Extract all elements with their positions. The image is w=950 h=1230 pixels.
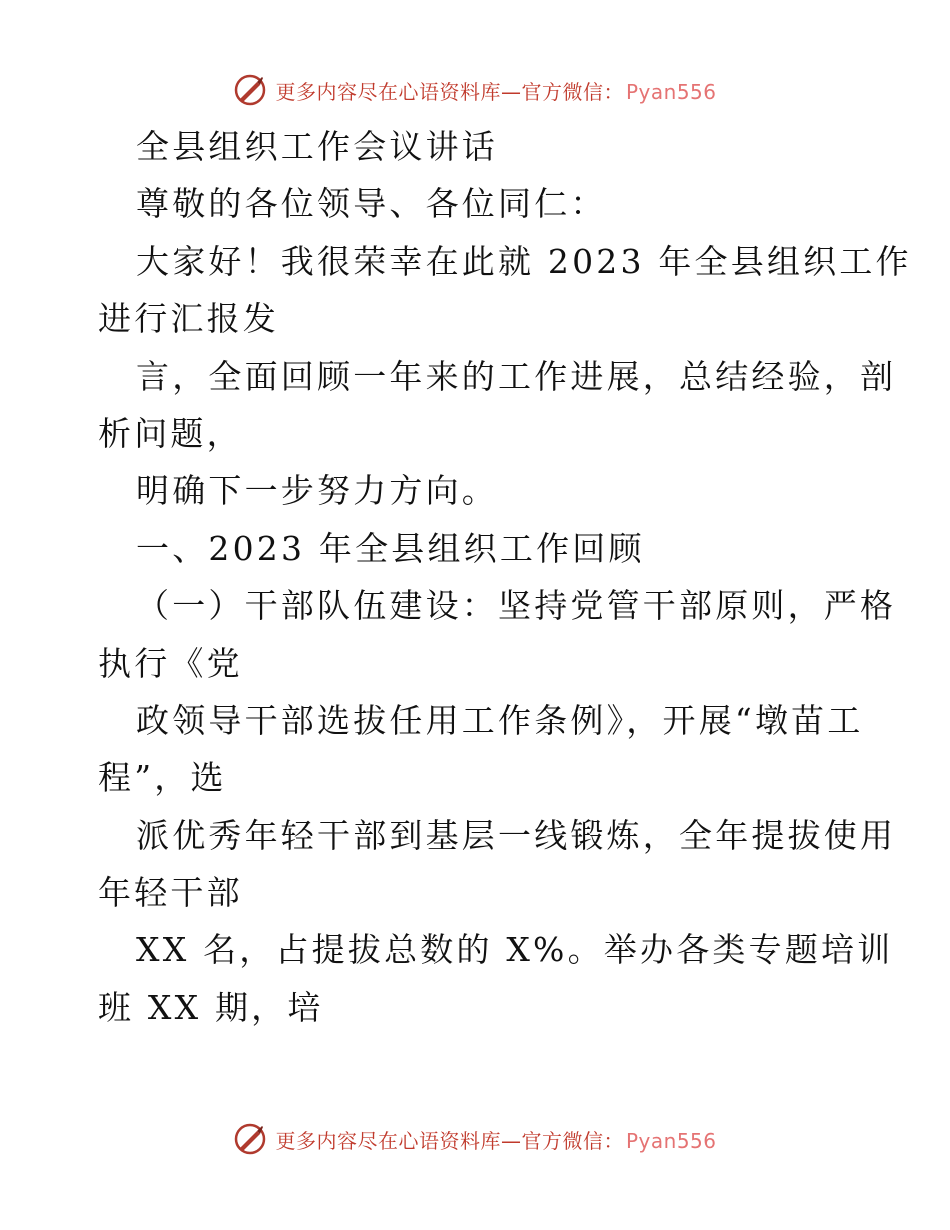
text-line: 析问题，: [98, 413, 243, 453]
text-line: 班 XX 期，培: [98, 987, 324, 1027]
text-line: 尊敬的各位领导、各位同仁：: [136, 184, 607, 224]
text-line: 一、2023 年全县组织工作回顾: [136, 528, 645, 568]
quill-logo-icon: [233, 1122, 267, 1156]
text-line: 明确下一步努力方向。: [136, 471, 498, 511]
watermark-text: 更多内容尽在心语资料库—官方微信： Pyan556: [275, 1128, 717, 1153]
text-line: 程”，选: [98, 758, 227, 798]
footer-watermark: [0, 1119, 950, 1159]
text-line: 政领导干部选拔任用工作条例》，开展“墩苗工: [136, 700, 864, 740]
text-line: 言，全面回顾一年来的工作进展，总结经验，剖: [136, 356, 897, 396]
watermark-text: 更多内容尽在心语资料库—官方微信： Pyan556: [275, 79, 717, 104]
text-line: 大家好！我很荣幸在此就 2023 年全县组织工作: [136, 241, 912, 281]
text-line: 全县组织工作会议讲话: [136, 127, 498, 166]
header-watermark: [0, 70, 950, 110]
text-line: 执行《党: [98, 643, 243, 683]
text-line: 进行汇报发: [98, 299, 279, 339]
text-line: 派优秀年轻干部到基层一线锻炼，全年提拔使用: [136, 815, 897, 855]
text-line: XX 名，占提拔总数的 X%。举办各类专题培训: [136, 930, 894, 970]
document-body: [98, 118, 912, 1036]
text-line: 年轻干部: [98, 873, 243, 913]
text-line: （一）干部队伍建设：坚持党管干部原则，严格: [136, 586, 897, 626]
quill-logo-icon: [233, 73, 267, 107]
